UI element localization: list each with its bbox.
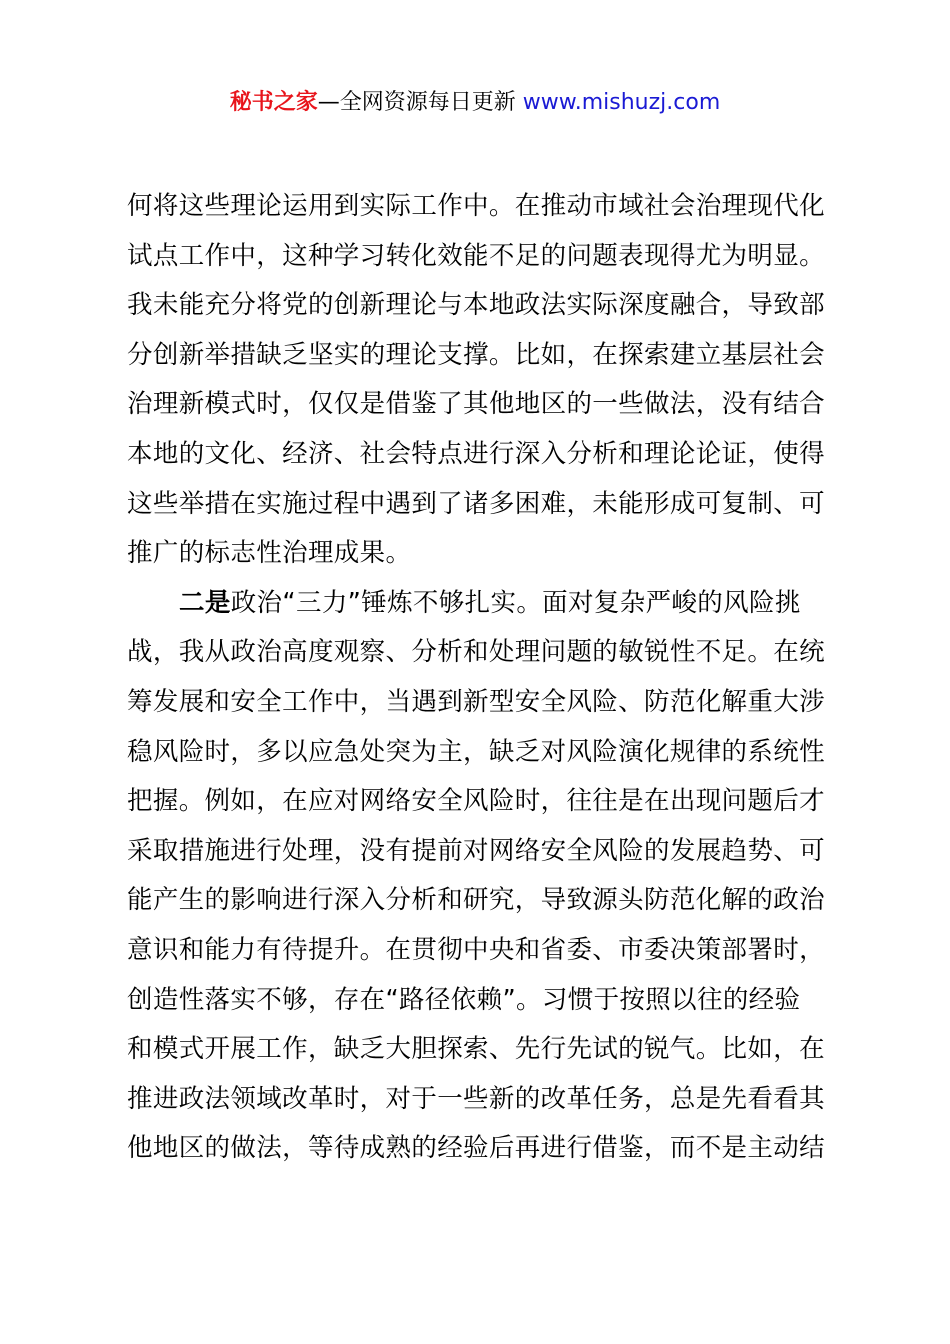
text-line: 筹发展和安全工作中，当遇到新型安全风险、防范化解重大涉 (127, 686, 825, 717)
text-line: 战，我从政治高度观察、分析和处理问题的敏锐性不足。在统 (127, 637, 825, 668)
header-tagline: —全网资源每日更新 (317, 90, 523, 115)
text-line: 创造性落实不够，存在“路径依赖”。习惯于按照以往的经验 (127, 984, 801, 1015)
text-line: 我未能充分将党的创新理论与本地政法实际深度融合，导致部 (127, 290, 825, 321)
first-line-text: 政治“三力”锤炼不够扎实。面对复杂严峻的风险挑 (230, 587, 801, 618)
text-line: 把握。例如，在应对网络安全风险时，往往是在出现问题后才 (127, 786, 825, 817)
brand-name: 秘书之家 (229, 90, 318, 115)
text-line: 采取措施进行处理，没有提前对网络安全风险的发展趋势、可 (127, 835, 825, 866)
text-line: 治理新模式时，仅仅是借鉴了其他地区的一些做法，没有结合 (127, 389, 825, 420)
text-line: 分创新举措缺乏坚实的理论支撑。比如，在探索建立基层社会 (127, 339, 825, 370)
text-line: 这些举措在实施过程中遇到了诸多困难，未能形成可复制、可 (127, 488, 825, 519)
text-line: 稳风险时，多以应急处突为主，缺乏对风险演化规律的系统性 (127, 736, 825, 767)
text-line: 试点工作中，这种学习转化效能不足的问题表现得尤为明显。 (127, 240, 825, 271)
paragraph-lead: 二是 (179, 587, 231, 618)
paragraph-1 (127, 182, 831, 579)
text-line: 推广的标志性治理成果。 (127, 538, 412, 569)
text-line: 推进政法领域改革时，对于一些新的改革任务，总是先看看其 (127, 1083, 825, 1114)
text-line: 何将这些理论运用到实际工作中。在推动市域社会治理现代化 (127, 191, 825, 221)
page-header (0, 86, 950, 120)
text-line: 本地的文化、经济、社会特点进行深入分析和理论论证，使得 (127, 438, 825, 469)
text-line: 意识和能力有待提升。在贯彻中央和省委、市委决策部署时， (127, 934, 825, 965)
site-url-link[interactable]: www.mishuzj.com (522, 90, 721, 115)
document-body (127, 182, 831, 1174)
text-line: 能产生的影响进行深入分析和研究，导致源头防范化解的政治 (127, 885, 825, 916)
text-line: 和模式开展工作，缺乏大胆探索、先行先试的锐气。比如，在 (127, 1034, 825, 1065)
text-line: 他地区的做法，等待成熟的经验后再进行借鉴，而不是主动结 (127, 1133, 825, 1164)
paragraph-first-line (127, 579, 831, 629)
paragraph-2 (127, 579, 831, 1174)
